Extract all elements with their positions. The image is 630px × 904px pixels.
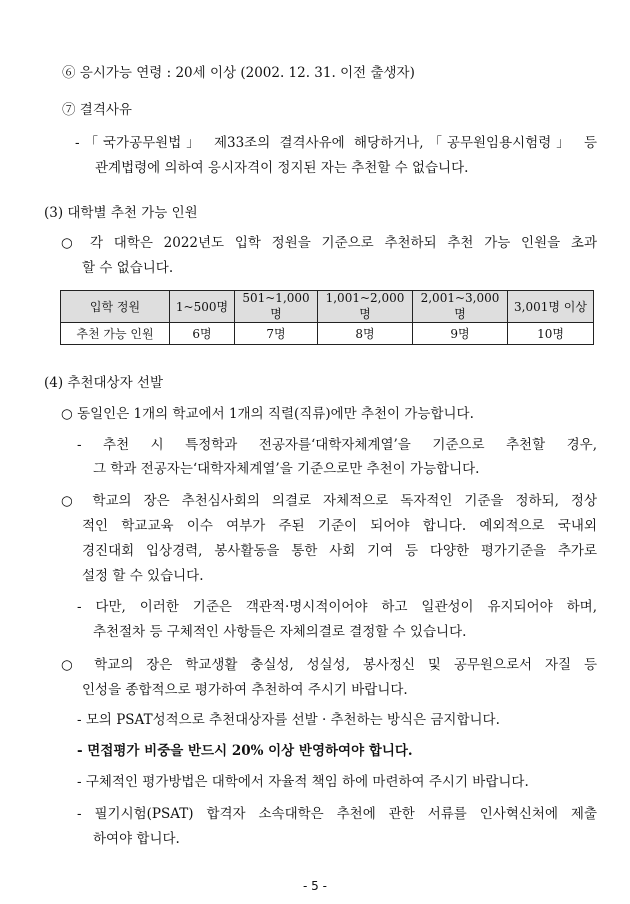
paragraph-line: 인성을 종합적으로 평가하여 추천하여 주시기 바랍니다.	[82, 682, 408, 698]
recommendation-quota-table	[60, 290, 594, 345]
paragraph-line: ○ 학교의 장은 학교생활 충실성, 성실성, 봉사정신 및 공무원으로서 자질 등	[61, 657, 597, 673]
table-cell: 10명	[508, 323, 594, 345]
page-number: - 5 -	[303, 879, 327, 893]
disqualification-text-line: -「국가공무원법」 제33조의 결격사유에 해당하거나,「공무원임용시험령」 등	[75, 135, 597, 151]
table-header-cell: 2,001~3,000명	[413, 291, 508, 323]
paragraph-line: ○ 학교의 장은 추천심사회의 의결로 자체적으로 독자적인 기준을 정하되, 정상	[61, 493, 597, 509]
paragraph-line: 설정 할 수 있습니다.	[82, 568, 204, 584]
paragraph-line: ○ 동일인은 1개의 학교에서 1개의 직렬(직류)에만 추천이 가능합니다.	[61, 406, 474, 422]
table-header-cell: 1~500명	[170, 291, 235, 323]
paragraph-line-emphasis: - 면접평가 비중을 반드시 20% 이상 반영하여야 합니다.	[77, 743, 413, 759]
table-cell: 추천 가능 인원	[61, 323, 170, 345]
paragraph-line: - 필기시험(PSAT) 합격자 소속대학은 추천에 관한 서류를 인사혁신처에 제출	[77, 806, 597, 822]
table-row	[61, 323, 594, 345]
paragraph-line: 그 학과 전공자는‘대학자체계열’을 기준으로만 추천이 가능합니다.	[93, 461, 480, 477]
table-header-row	[61, 291, 594, 323]
paragraph-line: - 모의 PSAT성적으로 추천대상자를 선발 · 추천하는 방식은 금지합니다.	[77, 712, 500, 728]
paragraph-line: 경진대회 입상경력, 봉사활동을 통한 사회 기여 등 다양한 평가기준을 추가로	[82, 543, 597, 559]
paragraph-line: 추천절차 등 구체적인 사항들은 자체의결로 결정할 수 있습니다.	[93, 624, 467, 640]
table-header-cell: 3,001명 이상	[508, 291, 594, 323]
table-cell: 6명	[170, 323, 235, 345]
disqualification-text-line: 관계법령에 의하여 응시자격이 정지된 자는 추천할 수 없습니다.	[95, 160, 469, 176]
paragraph-line: - 구체적인 평가방법은 대학에서 자율적 책임 하에 마련하여 주시기 바랍니다.	[77, 774, 529, 790]
age-eligibility-line: ⑥ 응시가능 연령 : 20세 이상 (2002. 12. 31. 이전 출생자)	[62, 65, 415, 81]
paragraph-line: - 추천 시 특정학과 전공자를‘대학자체계열’을 기준으로 추천할 경우,	[77, 437, 597, 453]
section-3-text-line: 할 수 없습니다.	[82, 260, 174, 276]
paragraph-line: - 다만, 이러한 기준은 객관적·명시적이어야 하고 일관성이 유지되어야 하며,	[77, 599, 597, 615]
section-3-title: (3) 대학별 추천 가능 인원	[44, 205, 198, 221]
paragraph-line: 하여야 합니다.	[93, 831, 180, 847]
table-header-cell: 1,001~2,000명	[318, 291, 413, 323]
table-cell: 8명	[318, 323, 413, 345]
table-cell: 7명	[235, 323, 318, 345]
section-4-title: (4) 추천대상자 선발	[44, 375, 163, 391]
table-header-cell: 입학 정원	[61, 291, 170, 323]
section-3-text-line: ○ 각 대학은 2022년도 입학 정원을 기준으로 추천하되 추천 가능 인원을 초과	[61, 235, 597, 251]
disqualification-title: ⑦ 결격사유	[62, 102, 132, 118]
table-cell: 9명	[413, 323, 508, 345]
table-header-cell: 501~1,000명	[235, 291, 318, 323]
paragraph-line: 적인 학교교육 이수 여부가 주된 기준이 되어야 합니다. 예외적으로 국내외	[82, 518, 597, 534]
